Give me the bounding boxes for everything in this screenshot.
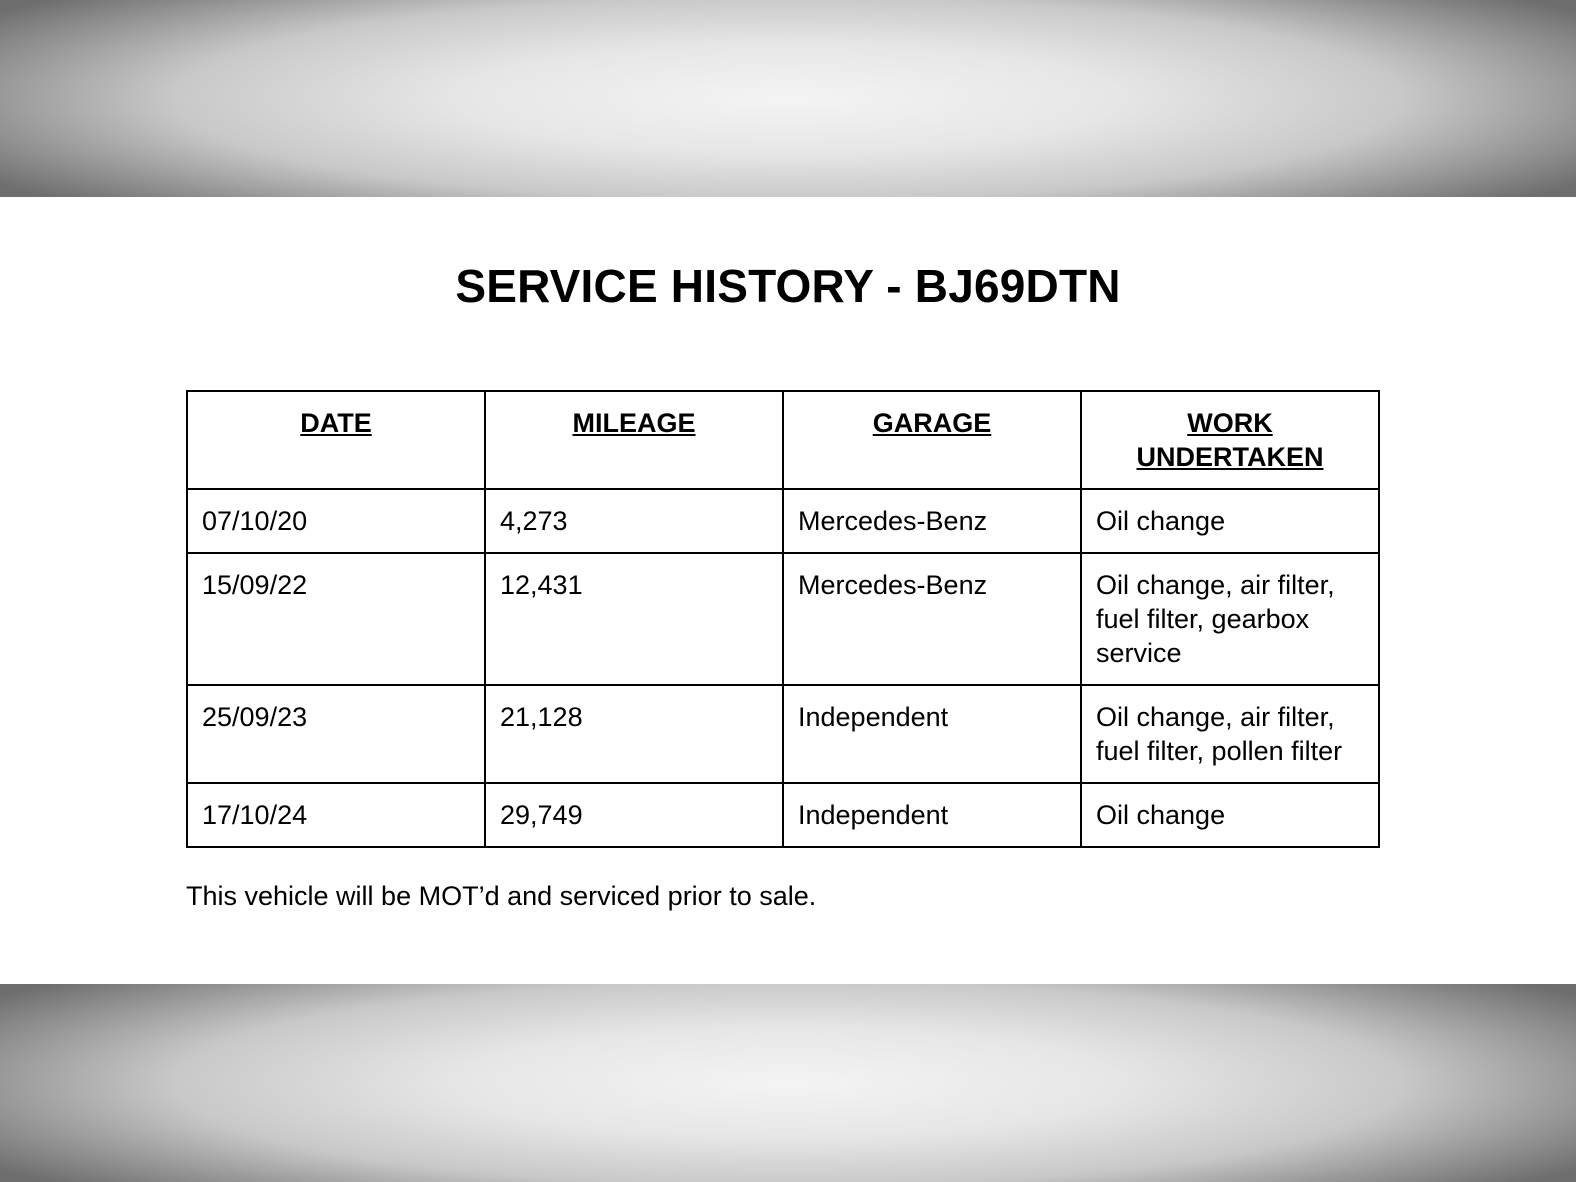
table-header-row [187,391,1379,489]
top-vignette-band [0,0,1576,197]
cell-garage: Mercedes-Benz [783,489,1081,553]
header-garage: GARAGE [783,391,1081,489]
cell-mileage: 4,273 [485,489,783,553]
cell-work: Oil change [1081,489,1379,553]
cell-date: 17/10/24 [187,783,485,847]
cell-garage: Independent [783,783,1081,847]
header-date: DATE [187,391,485,489]
bottom-vignette-band [0,984,1576,1182]
table-row [187,489,1379,553]
table-row [187,783,1379,847]
cell-date: 15/09/22 [187,553,485,685]
cell-date: 07/10/20 [187,489,485,553]
cell-date: 25/09/23 [187,685,485,783]
table-row [187,685,1379,783]
cell-work: Oil change [1081,783,1379,847]
cell-garage: Mercedes-Benz [783,553,1081,685]
cell-garage: Independent [783,685,1081,783]
cell-mileage: 29,749 [485,783,783,847]
table-row [187,553,1379,685]
cell-work: Oil change, air filter, fuel filter, pollen filter [1081,685,1379,783]
sale-note: This vehicle will be MOT’d and serviced prior to sale. [186,881,817,911]
document-title: SERVICE HISTORY - BJ69DTN [455,260,1121,312]
cell-mileage: 12,431 [485,553,783,685]
service-history-table [186,390,1380,848]
header-mileage: MILEAGE [485,391,783,489]
header-work-undertaken: WORK UNDERTAKEN [1081,391,1379,489]
cell-mileage: 21,128 [485,685,783,783]
service-history-document [0,197,1576,984]
cell-work: Oil change, air filter, fuel filter, gearbox service [1081,553,1379,685]
